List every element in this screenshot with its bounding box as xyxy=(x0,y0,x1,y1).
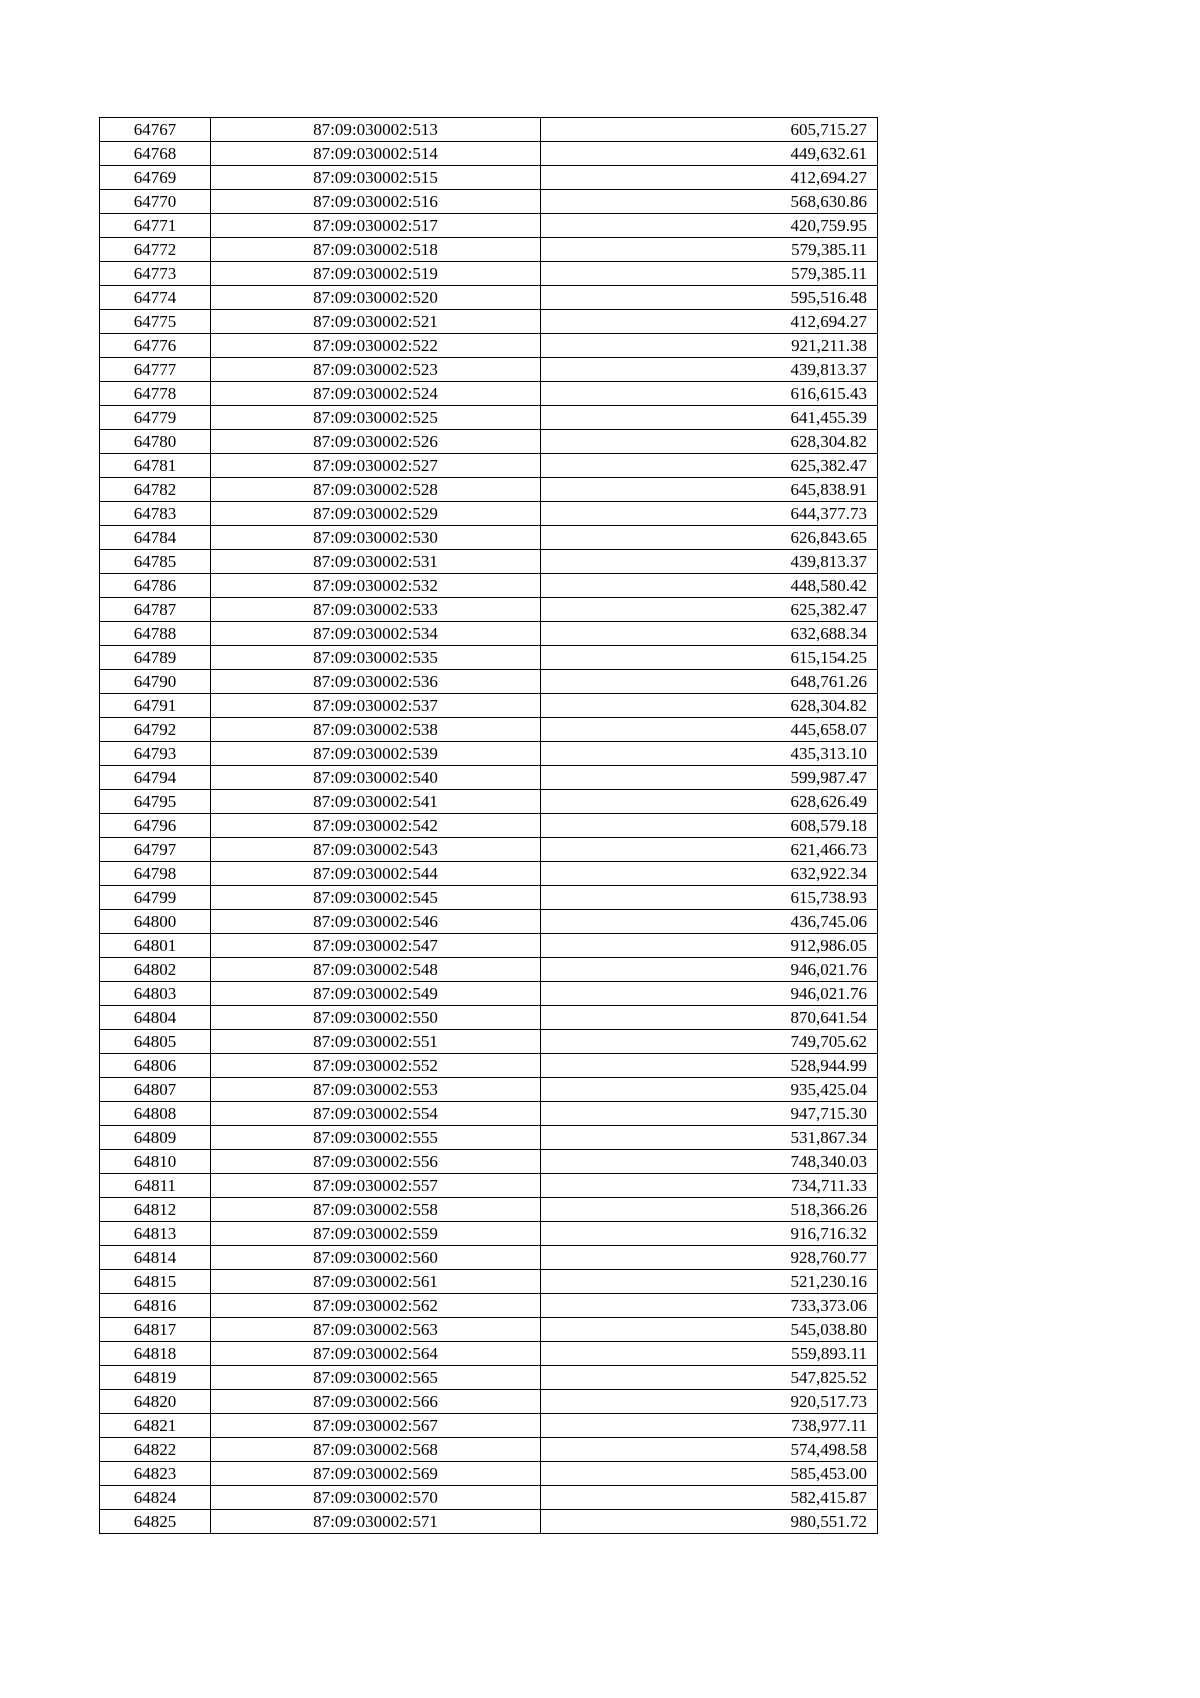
row-number-cell: 64820 xyxy=(100,1390,211,1414)
cadastral-value-cell: 574,498.58 xyxy=(541,1438,878,1462)
row-number-cell: 64769 xyxy=(100,166,211,190)
table-row xyxy=(100,982,878,1006)
row-number-cell: 64822 xyxy=(100,1438,211,1462)
row-number-cell: 64825 xyxy=(100,1510,211,1534)
table-row xyxy=(100,550,878,574)
cadastral-number-cell: 87:09:030002:566 xyxy=(211,1390,541,1414)
row-number-cell: 64779 xyxy=(100,406,211,430)
table-row xyxy=(100,1366,878,1390)
row-number-cell: 64811 xyxy=(100,1174,211,1198)
cadastral-value-cell: 579,385.11 xyxy=(541,262,878,286)
cadastral-number-cell: 87:09:030002:531 xyxy=(211,550,541,574)
table-body xyxy=(100,118,878,1534)
cadastral-number-cell: 87:09:030002:552 xyxy=(211,1054,541,1078)
row-number-cell: 64821 xyxy=(100,1414,211,1438)
table-row xyxy=(100,118,878,142)
table-row xyxy=(100,934,878,958)
cadastral-value-cell: 628,626.49 xyxy=(541,790,878,814)
cadastral-number-cell: 87:09:030002:521 xyxy=(211,310,541,334)
cadastral-number-cell: 87:09:030002:538 xyxy=(211,718,541,742)
cadastral-number-cell: 87:09:030002:526 xyxy=(211,430,541,454)
cadastral-number-cell: 87:09:030002:522 xyxy=(211,334,541,358)
cadastral-value-cell: 748,340.03 xyxy=(541,1150,878,1174)
cadastral-value-cell: 595,516.48 xyxy=(541,286,878,310)
cadastral-value-cell: 625,382.47 xyxy=(541,598,878,622)
table-row xyxy=(100,814,878,838)
table-row xyxy=(100,1486,878,1510)
cadastral-number-cell: 87:09:030002:518 xyxy=(211,238,541,262)
row-number-cell: 64813 xyxy=(100,1222,211,1246)
cadastral-number-cell: 87:09:030002:569 xyxy=(211,1462,541,1486)
cadastral-value-cell: 579,385.11 xyxy=(541,238,878,262)
cadastral-number-cell: 87:09:030002:517 xyxy=(211,214,541,238)
table-row xyxy=(100,310,878,334)
cadastral-value-cell: 547,825.52 xyxy=(541,1366,878,1390)
cadastral-value-cell: 605,715.27 xyxy=(541,118,878,142)
cadastral-value-cell: 531,867.34 xyxy=(541,1126,878,1150)
table-row xyxy=(100,766,878,790)
table-row xyxy=(100,406,878,430)
row-number-cell: 64823 xyxy=(100,1462,211,1486)
cadastral-value-cell: 935,425.04 xyxy=(541,1078,878,1102)
row-number-cell: 64814 xyxy=(100,1246,211,1270)
row-number-cell: 64768 xyxy=(100,142,211,166)
table-row xyxy=(100,1390,878,1414)
cadastral-value-cell: 916,716.32 xyxy=(541,1222,878,1246)
row-number-cell: 64777 xyxy=(100,358,211,382)
table-row xyxy=(100,1462,878,1486)
cadastral-value-cell: 644,377.73 xyxy=(541,502,878,526)
cadastral-number-cell: 87:09:030002:533 xyxy=(211,598,541,622)
cadastral-value-cell: 738,977.11 xyxy=(541,1414,878,1438)
table-row xyxy=(100,910,878,934)
cadastral-value-cell: 946,021.76 xyxy=(541,958,878,982)
cadastral-value-cell: 648,761.26 xyxy=(541,670,878,694)
cadastral-value-cell: 616,615.43 xyxy=(541,382,878,406)
row-number-cell: 64816 xyxy=(100,1294,211,1318)
table-row xyxy=(100,1294,878,1318)
table-row xyxy=(100,646,878,670)
cadastral-number-cell: 87:09:030002:537 xyxy=(211,694,541,718)
cadastral-value-cell: 621,466.73 xyxy=(541,838,878,862)
row-number-cell: 64770 xyxy=(100,190,211,214)
table-row xyxy=(100,262,878,286)
cadastral-value-cell: 445,658.07 xyxy=(541,718,878,742)
row-number-cell: 64817 xyxy=(100,1318,211,1342)
row-number-cell: 64780 xyxy=(100,430,211,454)
cadastral-value-cell: 870,641.54 xyxy=(541,1006,878,1030)
cadastral-value-cell: 435,313.10 xyxy=(541,742,878,766)
cadastral-number-cell: 87:09:030002:545 xyxy=(211,886,541,910)
table-row xyxy=(100,1102,878,1126)
table-row xyxy=(100,286,878,310)
row-number-cell: 64803 xyxy=(100,982,211,1006)
row-number-cell: 64810 xyxy=(100,1150,211,1174)
cadastral-number-cell: 87:09:030002:513 xyxy=(211,118,541,142)
row-number-cell: 64815 xyxy=(100,1270,211,1294)
cadastral-number-cell: 87:09:030002:567 xyxy=(211,1414,541,1438)
table-row xyxy=(100,1174,878,1198)
cadastral-value-cell: 628,304.82 xyxy=(541,430,878,454)
cadastral-value-cell: 632,922.34 xyxy=(541,862,878,886)
cadastral-number-cell: 87:09:030002:514 xyxy=(211,142,541,166)
table-row xyxy=(100,1246,878,1270)
cadastral-number-cell: 87:09:030002:550 xyxy=(211,1006,541,1030)
row-number-cell: 64791 xyxy=(100,694,211,718)
cadastral-number-cell: 87:09:030002:560 xyxy=(211,1246,541,1270)
table-row xyxy=(100,1126,878,1150)
cadastral-number-cell: 87:09:030002:562 xyxy=(211,1294,541,1318)
table-row xyxy=(100,478,878,502)
row-number-cell: 64789 xyxy=(100,646,211,670)
table-row xyxy=(100,1150,878,1174)
row-number-cell: 64785 xyxy=(100,550,211,574)
row-number-cell: 64773 xyxy=(100,262,211,286)
cadastral-value-cell: 521,230.16 xyxy=(541,1270,878,1294)
cadastral-value-cell: 641,455.39 xyxy=(541,406,878,430)
table-row xyxy=(100,886,878,910)
cadastral-number-cell: 87:09:030002:520 xyxy=(211,286,541,310)
row-number-cell: 64771 xyxy=(100,214,211,238)
cadastral-number-cell: 87:09:030002:551 xyxy=(211,1030,541,1054)
cadastral-value-cell: 628,304.82 xyxy=(541,694,878,718)
table-row xyxy=(100,718,878,742)
cadastral-number-cell: 87:09:030002:534 xyxy=(211,622,541,646)
cadastral-number-cell: 87:09:030002:565 xyxy=(211,1366,541,1390)
row-number-cell: 64802 xyxy=(100,958,211,982)
row-number-cell: 64784 xyxy=(100,526,211,550)
table-row xyxy=(100,1318,878,1342)
cadastral-number-cell: 87:09:030002:549 xyxy=(211,982,541,1006)
cadastral-value-cell: 912,986.05 xyxy=(541,934,878,958)
row-number-cell: 64774 xyxy=(100,286,211,310)
cadastral-number-cell: 87:09:030002:554 xyxy=(211,1102,541,1126)
cadastral-value-cell: 568,630.86 xyxy=(541,190,878,214)
cadastral-number-cell: 87:09:030002:547 xyxy=(211,934,541,958)
cadastral-number-cell: 87:09:030002:525 xyxy=(211,406,541,430)
cadastral-number-cell: 87:09:030002:519 xyxy=(211,262,541,286)
table-row xyxy=(100,382,878,406)
cadastral-number-cell: 87:09:030002:561 xyxy=(211,1270,541,1294)
table-row xyxy=(100,862,878,886)
cadastral-number-cell: 87:09:030002:542 xyxy=(211,814,541,838)
cadastral-number-cell: 87:09:030002:535 xyxy=(211,646,541,670)
cadastral-number-cell: 87:09:030002:563 xyxy=(211,1318,541,1342)
table-row xyxy=(100,1030,878,1054)
cadastral-value-cell: 412,694.27 xyxy=(541,310,878,334)
table-row xyxy=(100,1510,878,1534)
table-row xyxy=(100,1006,878,1030)
row-number-cell: 64792 xyxy=(100,718,211,742)
cadastral-value-cell: 599,987.47 xyxy=(541,766,878,790)
cadastral-value-cell: 412,694.27 xyxy=(541,166,878,190)
row-number-cell: 64806 xyxy=(100,1054,211,1078)
row-number-cell: 64776 xyxy=(100,334,211,358)
cadastral-value-cell: 625,382.47 xyxy=(541,454,878,478)
table-row xyxy=(100,670,878,694)
cadastral-number-cell: 87:09:030002:553 xyxy=(211,1078,541,1102)
row-number-cell: 64767 xyxy=(100,118,211,142)
table-row xyxy=(100,1342,878,1366)
table-row xyxy=(100,838,878,862)
row-number-cell: 64787 xyxy=(100,598,211,622)
cadastral-number-cell: 87:09:030002:556 xyxy=(211,1150,541,1174)
table-row xyxy=(100,598,878,622)
cadastral-value-cell: 920,517.73 xyxy=(541,1390,878,1414)
table-row xyxy=(100,454,878,478)
cadastral-number-cell: 87:09:030002:540 xyxy=(211,766,541,790)
row-number-cell: 64781 xyxy=(100,454,211,478)
cadastral-value-cell: 615,738.93 xyxy=(541,886,878,910)
row-number-cell: 64799 xyxy=(100,886,211,910)
cadastral-value-cell: 921,211.38 xyxy=(541,334,878,358)
row-number-cell: 64824 xyxy=(100,1486,211,1510)
row-number-cell: 64778 xyxy=(100,382,211,406)
cadastral-value-cell: 733,373.06 xyxy=(541,1294,878,1318)
table-row xyxy=(100,742,878,766)
table-row xyxy=(100,166,878,190)
cadastral-number-cell: 87:09:030002:558 xyxy=(211,1198,541,1222)
table-row xyxy=(100,1198,878,1222)
row-number-cell: 64800 xyxy=(100,910,211,934)
cadastral-number-cell: 87:09:030002:557 xyxy=(211,1174,541,1198)
cadastral-number-cell: 87:09:030002:539 xyxy=(211,742,541,766)
cadastral-value-cell: 645,838.91 xyxy=(541,478,878,502)
cadastral-number-cell: 87:09:030002:529 xyxy=(211,502,541,526)
cadastral-value-cell: 449,632.61 xyxy=(541,142,878,166)
cadastral-number-cell: 87:09:030002:548 xyxy=(211,958,541,982)
cadastral-number-cell: 87:09:030002:516 xyxy=(211,190,541,214)
row-number-cell: 64794 xyxy=(100,766,211,790)
table-row xyxy=(100,358,878,382)
cadastral-value-cell: 626,843.65 xyxy=(541,526,878,550)
table-row xyxy=(100,142,878,166)
cadastral-value-cell: 559,893.11 xyxy=(541,1342,878,1366)
cadastral-value-cell: 608,579.18 xyxy=(541,814,878,838)
row-number-cell: 64808 xyxy=(100,1102,211,1126)
cadastral-value-cell: 545,038.80 xyxy=(541,1318,878,1342)
cadastral-value-cell: 436,745.06 xyxy=(541,910,878,934)
cadastral-value-cell: 528,944.99 xyxy=(541,1054,878,1078)
cadastral-value-cell: 420,759.95 xyxy=(541,214,878,238)
row-number-cell: 64783 xyxy=(100,502,211,526)
cadastral-number-cell: 87:09:030002:559 xyxy=(211,1222,541,1246)
row-number-cell: 64790 xyxy=(100,670,211,694)
cadastral-number-cell: 87:09:030002:536 xyxy=(211,670,541,694)
table-row xyxy=(100,1054,878,1078)
row-number-cell: 64786 xyxy=(100,574,211,598)
cadastral-number-cell: 87:09:030002:515 xyxy=(211,166,541,190)
table-row xyxy=(100,1270,878,1294)
cadastral-value-cell: 448,580.42 xyxy=(541,574,878,598)
table-row xyxy=(100,430,878,454)
table-row xyxy=(100,502,878,526)
table-row xyxy=(100,1438,878,1462)
cadastral-number-cell: 87:09:030002:546 xyxy=(211,910,541,934)
row-number-cell: 64775 xyxy=(100,310,211,334)
cadastral-number-cell: 87:09:030002:527 xyxy=(211,454,541,478)
cadastral-number-cell: 87:09:030002:532 xyxy=(211,574,541,598)
table-row xyxy=(100,622,878,646)
cadastral-number-cell: 87:09:030002:571 xyxy=(211,1510,541,1534)
row-number-cell: 64809 xyxy=(100,1126,211,1150)
table-row xyxy=(100,238,878,262)
cadastral-value-cell: 749,705.62 xyxy=(541,1030,878,1054)
cadastral-value-cell: 947,715.30 xyxy=(541,1102,878,1126)
cadastral-value-cell: 585,453.00 xyxy=(541,1462,878,1486)
cadastral-number-cell: 87:09:030002:568 xyxy=(211,1438,541,1462)
cadastral-value-cell: 632,688.34 xyxy=(541,622,878,646)
row-number-cell: 64772 xyxy=(100,238,211,262)
cadastral-number-cell: 87:09:030002:564 xyxy=(211,1342,541,1366)
row-number-cell: 64801 xyxy=(100,934,211,958)
row-number-cell: 64798 xyxy=(100,862,211,886)
table-row xyxy=(100,574,878,598)
table-row xyxy=(100,790,878,814)
row-number-cell: 64788 xyxy=(100,622,211,646)
cadastral-value-cell: 615,154.25 xyxy=(541,646,878,670)
cadastral-value-table xyxy=(99,117,878,1534)
cadastral-value-cell: 980,551.72 xyxy=(541,1510,878,1534)
row-number-cell: 64797 xyxy=(100,838,211,862)
row-number-cell: 64805 xyxy=(100,1030,211,1054)
row-number-cell: 64795 xyxy=(100,790,211,814)
row-number-cell: 64796 xyxy=(100,814,211,838)
table-row xyxy=(100,526,878,550)
cadastral-number-cell: 87:09:030002:570 xyxy=(211,1486,541,1510)
row-number-cell: 64812 xyxy=(100,1198,211,1222)
cadastral-number-cell: 87:09:030002:530 xyxy=(211,526,541,550)
cadastral-value-cell: 439,813.37 xyxy=(541,550,878,574)
cadastral-value-cell: 734,711.33 xyxy=(541,1174,878,1198)
row-number-cell: 64818 xyxy=(100,1342,211,1366)
cadastral-number-cell: 87:09:030002:555 xyxy=(211,1126,541,1150)
cadastral-value-cell: 946,021.76 xyxy=(541,982,878,1006)
cadastral-number-cell: 87:09:030002:523 xyxy=(211,358,541,382)
table-row xyxy=(100,214,878,238)
table-row xyxy=(100,1414,878,1438)
cadastral-value-cell: 518,366.26 xyxy=(541,1198,878,1222)
table-row xyxy=(100,334,878,358)
table-row xyxy=(100,1222,878,1246)
cadastral-value-cell: 928,760.77 xyxy=(541,1246,878,1270)
row-number-cell: 64804 xyxy=(100,1006,211,1030)
row-number-cell: 64793 xyxy=(100,742,211,766)
cadastral-number-cell: 87:09:030002:541 xyxy=(211,790,541,814)
cadastral-value-cell: 582,415.87 xyxy=(541,1486,878,1510)
table-row xyxy=(100,958,878,982)
cadastral-number-cell: 87:09:030002:544 xyxy=(211,862,541,886)
cadastral-number-cell: 87:09:030002:524 xyxy=(211,382,541,406)
cadastral-value-cell: 439,813.37 xyxy=(541,358,878,382)
table-row xyxy=(100,190,878,214)
cadastral-number-cell: 87:09:030002:543 xyxy=(211,838,541,862)
table-row xyxy=(100,694,878,718)
row-number-cell: 64819 xyxy=(100,1366,211,1390)
table-row xyxy=(100,1078,878,1102)
row-number-cell: 64807 xyxy=(100,1078,211,1102)
row-number-cell: 64782 xyxy=(100,478,211,502)
cadastral-number-cell: 87:09:030002:528 xyxy=(211,478,541,502)
